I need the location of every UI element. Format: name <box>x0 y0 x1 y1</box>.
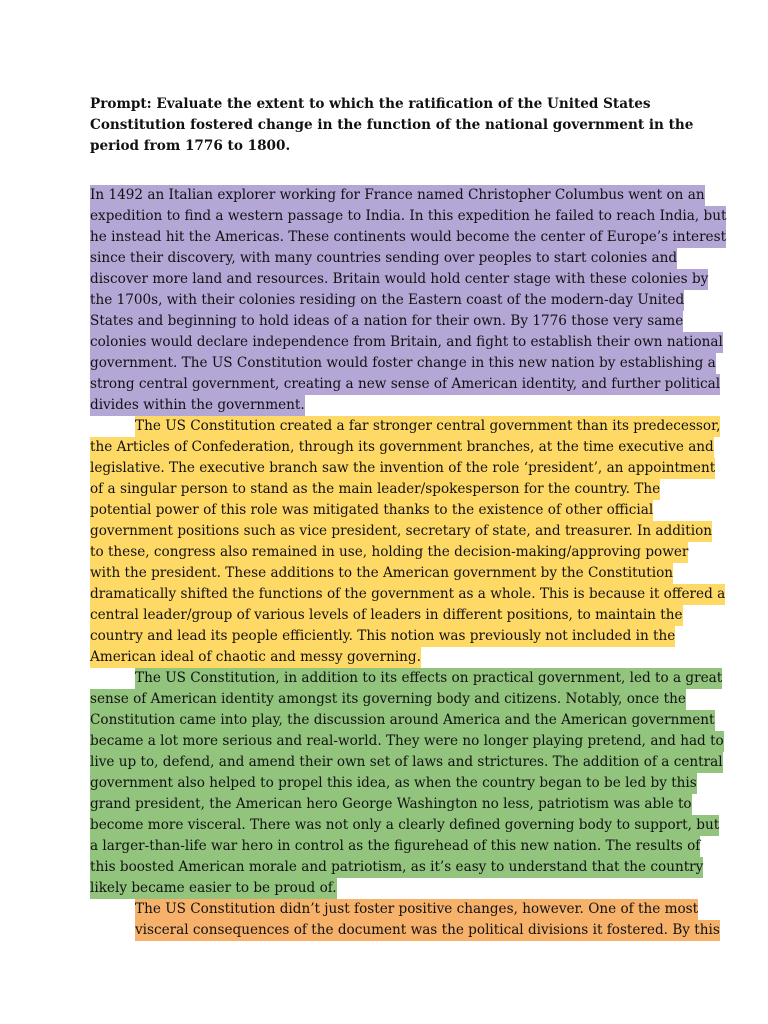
text-line: The US Constitution, in addition to its effects on practical government, led to a great <box>135 668 722 689</box>
text-line: government. The US Constitution would foster change in this new nation by establishing a <box>90 353 716 374</box>
text-line: discover more land and resources. Britain would hold center stage with these colonies by <box>90 269 708 290</box>
prompt-line: period from 1776 to 1800. <box>90 138 291 154</box>
text-line: The US Constitution created a far stronger central government than its predecessor, <box>135 416 720 437</box>
essay-prompt <box>90 94 694 157</box>
text-line: become more visceral. There was not only a clearly defined governing body to support, but <box>90 815 719 836</box>
text-line: with the president. These additions to the American government by the Constitution <box>90 563 673 584</box>
text-line: likely became easier to be proud of. <box>90 878 337 899</box>
paragraph-american-identity <box>90 668 724 899</box>
paragraph-introduction <box>90 185 727 416</box>
text-line: since their discovery, with many countries sending over peoples to start colonies and <box>90 248 677 269</box>
text-line: live up to, defend, and amend their own set of laws and strictures. The addition of a central <box>90 752 723 773</box>
text-line: The US Constitution didn’t just foster positive changes, however. One of the most <box>135 899 698 920</box>
text-line: central leader/group of various levels of leaders in different positions, to maintain the <box>90 605 683 626</box>
text-line: strong central government, creating a new sense of American identity, and further political <box>90 374 720 395</box>
text-line: a larger-than-life war hero in control as the figurehead of this new nation. The results of <box>90 836 700 857</box>
text-line: potential power of this role was mitigated thanks to the existence of other official <box>90 500 653 521</box>
text-line: dramatically shifted the functions of the government as a whole. This is because it offered a <box>90 584 725 605</box>
text-line: became a lot more serious and real-world. They were no longer playing pretend, and had to <box>90 731 724 752</box>
text-line: of a singular person to stand as the main leader/spokesperson for the country. The <box>90 479 660 500</box>
essay-body <box>90 185 727 941</box>
text-line: legislative. The executive branch saw the invention of the role ‘president’, an appointment <box>90 458 715 479</box>
text-line: government positions such as vice president, secretary of state, and treasurer. In addition <box>90 521 712 542</box>
text-line: grand president, the American hero George Washington no less, patriotism was able to <box>90 794 692 815</box>
text-line: the Articles of Confederation, through its government branches, at the time executive and <box>90 437 714 458</box>
text-line: expedition to find a western passage to India. In this expedition he failed to reach India, but <box>90 206 726 227</box>
text-line: to these, congress also remained in use, holding the decision-making/approving power <box>90 542 688 563</box>
text-line: divides within the government. <box>90 395 305 416</box>
text-line: country and lead its people efficiently. This notion was previously not included in the <box>90 626 675 647</box>
text-line: government also helped to propel this idea, as when the country began to be led by this <box>90 773 697 794</box>
prompt-line: Prompt: Evaluate the extent to which the ratification of the United States <box>90 96 651 112</box>
text-line: colonies would declare independence from Britain, and fight to establish their own national <box>90 332 723 353</box>
text-line: Constitution came into play, the discussion around America and the American government <box>90 710 715 731</box>
prompt-line: Constitution fostered change in the function of the national government in the <box>90 117 694 133</box>
text-line: this boosted American morale and patriotism, as it’s easy to understand that the country <box>90 857 703 878</box>
text-line: sense of American identity amongst its governing body and citizens. Notably, once the <box>90 689 686 710</box>
paragraph-political-divisions <box>90 899 720 941</box>
text-line: States and beginning to hold ideas of a nation for their own. By 1776 those very same <box>90 311 683 332</box>
paragraph-central-government <box>90 416 726 668</box>
text-line: visceral consequences of the document was the political divisions it fostered. By this <box>135 920 720 941</box>
text-line: he instead hit the Americas. These continents would become the center of Europe’s interest <box>90 227 726 248</box>
text-line: the 1700s, with their colonies residing on the Eastern coast of the modern-day United <box>90 290 684 311</box>
text-line: In 1492 an Italian explorer working for France named Christopher Columbus went on an <box>90 185 705 206</box>
text-line: American ideal of chaotic and messy governing. <box>90 647 421 668</box>
